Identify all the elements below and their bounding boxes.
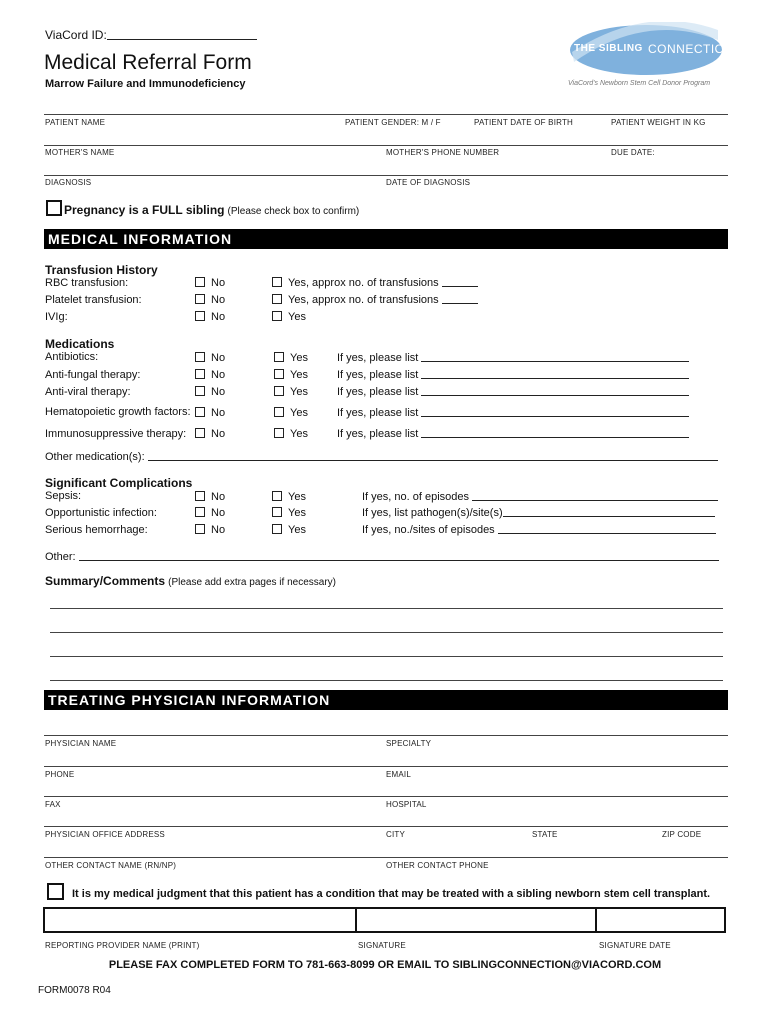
platelet-no[interactable]: No xyxy=(195,294,225,306)
signature-box xyxy=(43,907,726,933)
state-field[interactable]: STATE xyxy=(532,830,558,839)
page-subtitle: Marrow Failure and Immunodeficiency xyxy=(45,78,246,90)
hemorrhage-sites[interactable]: If yes, no./sites of episodes xyxy=(362,524,716,536)
antifungal-yes[interactable]: Yes xyxy=(274,369,308,381)
zip-field[interactable]: ZIP CODE xyxy=(662,830,702,839)
logo-text-right: CONNECTION xyxy=(648,42,734,56)
transfusion-history-title: Transfusion History xyxy=(45,263,158,277)
antiviral-yes[interactable]: Yes xyxy=(274,386,308,398)
ivig-yes[interactable]: Yes xyxy=(272,311,306,323)
viacord-id-field[interactable] xyxy=(107,27,257,40)
opportunistic-no[interactable]: No xyxy=(195,507,225,519)
other-medications-field[interactable]: Other medication(s): xyxy=(45,451,718,463)
sepsis-episodes[interactable]: If yes, no. of episodes xyxy=(362,491,718,503)
hemorrhage-no[interactable]: No xyxy=(195,524,225,536)
signature-label: SIGNATURE xyxy=(358,941,406,950)
comment-line[interactable] xyxy=(50,656,723,657)
opportunistic-yes[interactable]: Yes xyxy=(272,507,306,519)
full-sibling-label: Pregnancy is a FULL sibling (Please check box to confirm) xyxy=(64,203,360,217)
fax-instructions: PLEASE FAX COMPLETED FORM TO 781-663-8099 OR EMAIL TO SIBLINGCONNECTION@VIACORD.COM xyxy=(108,959,662,971)
comment-line[interactable] xyxy=(50,608,723,609)
patient-weight-field[interactable]: PATIENT WEIGHT IN KG xyxy=(611,118,706,127)
diagnosis-field[interactable]: DIAGNOSIS xyxy=(45,178,92,187)
medications-title: Medications xyxy=(45,337,115,351)
summary-comments-title: Summary/Comments (Please add extra pages if necessary) xyxy=(45,574,336,588)
divider xyxy=(44,826,728,827)
signature-date-input[interactable] xyxy=(597,909,724,931)
divider xyxy=(44,145,728,146)
rbc-yes[interactable]: Yes, approx no. of transfusions xyxy=(272,277,478,289)
platelet-label: Platelet transfusion: xyxy=(45,294,142,306)
mother-name-field[interactable]: MOTHER'S NAME xyxy=(45,148,115,157)
immunosuppressive-yes[interactable]: Yes xyxy=(274,428,308,440)
logo-text-left: THE SIBLING xyxy=(574,43,643,54)
divider xyxy=(44,735,728,736)
hematopoietic-list[interactable]: If yes, please list xyxy=(337,407,689,419)
hematopoietic-label: Hematopoietic growth factors: xyxy=(45,406,191,418)
provider-name-input[interactable] xyxy=(45,909,355,931)
antibiotics-label: Antibiotics: xyxy=(45,351,99,363)
physician-name-field[interactable]: PHYSICIAN NAME xyxy=(45,739,117,748)
antiviral-no[interactable]: No xyxy=(195,386,225,398)
opportunistic-pathogens[interactable]: If yes, list pathogen(s)/site(s) xyxy=(362,507,715,519)
divider xyxy=(44,766,728,767)
antiviral-list[interactable]: If yes, please list xyxy=(337,386,689,398)
signature-input[interactable] xyxy=(357,909,595,931)
sepsis-label: Sepsis: xyxy=(45,490,82,502)
patient-gender-field[interactable]: PATIENT GENDER: M / F xyxy=(345,118,441,127)
page-title: Medical Referral Form xyxy=(44,51,252,74)
sepsis-yes[interactable]: Yes xyxy=(272,491,306,503)
date-of-diagnosis-field[interactable]: DATE OF DIAGNOSIS xyxy=(386,178,471,187)
sepsis-no[interactable]: No xyxy=(195,491,225,503)
antibiotics-no[interactable]: No xyxy=(195,352,225,364)
other-contact-name-field[interactable]: OTHER CONTACT NAME (RN/NP) xyxy=(45,861,177,870)
signature-date-label: SIGNATURE DATE xyxy=(599,941,671,950)
rbc-label: RBC transfusion: xyxy=(45,277,129,289)
hematopoietic-yes[interactable]: Yes xyxy=(274,407,308,419)
antifungal-list[interactable]: If yes, please list xyxy=(337,369,689,381)
phone-field[interactable]: PHONE xyxy=(45,770,75,779)
divider xyxy=(44,114,728,115)
antifungal-label: Anti-fungal therapy: xyxy=(45,369,141,381)
form-code: FORM0078 R04 xyxy=(38,985,111,996)
logo-tagline: ViaCord's Newborn Stem Cell Donor Program xyxy=(568,80,711,87)
platelet-yes[interactable]: Yes, approx no. of transfusions xyxy=(272,294,478,306)
divider xyxy=(44,857,728,858)
immunosuppressive-list[interactable]: If yes, please list xyxy=(337,428,689,440)
sibling-connection-logo xyxy=(566,22,734,92)
other-complications-field[interactable]: Other: xyxy=(45,551,719,563)
patient-dob-field[interactable]: PATIENT DATE OF BIRTH xyxy=(474,118,574,127)
due-date-field[interactable]: DUE DATE: xyxy=(611,148,655,157)
hemorrhage-yes[interactable]: Yes xyxy=(272,524,306,536)
medical-information-bar: MEDICAL INFORMATION xyxy=(44,229,728,249)
immunosuppressive-label: Immunosuppressive therapy: xyxy=(45,428,187,440)
divider xyxy=(44,796,728,797)
patient-name-field[interactable]: PATIENT NAME xyxy=(45,118,106,127)
ivig-no[interactable]: No xyxy=(195,311,225,323)
comment-line[interactable] xyxy=(50,680,723,681)
hemorrhage-label: Serious hemorrhage: xyxy=(45,524,148,536)
ivig-label: IVIg: xyxy=(45,311,68,323)
immunosuppressive-no[interactable]: No xyxy=(195,428,225,440)
opportunistic-label: Opportunistic infection: xyxy=(45,507,157,519)
provider-name-label: REPORTING PROVIDER NAME (PRINT) xyxy=(45,941,200,950)
office-address-field[interactable]: PHYSICIAN OFFICE ADDRESS xyxy=(45,830,165,839)
city-field[interactable]: CITY xyxy=(386,830,406,839)
complications-title: Significant Complications xyxy=(45,476,193,490)
divider xyxy=(44,175,728,176)
hematopoietic-no[interactable]: No xyxy=(195,407,225,419)
email-field[interactable]: EMAIL xyxy=(386,770,412,779)
full-sibling-checkbox[interactable] xyxy=(46,200,62,216)
comment-line[interactable] xyxy=(50,632,723,633)
antibiotics-yes[interactable]: Yes xyxy=(274,352,308,364)
treating-physician-bar: TREATING PHYSICIAN INFORMATION xyxy=(44,690,728,710)
judgment-checkbox[interactable] xyxy=(47,883,64,900)
antifungal-no[interactable]: No xyxy=(195,369,225,381)
antiviral-label: Anti-viral therapy: xyxy=(45,386,131,398)
rbc-no[interactable]: No xyxy=(195,277,225,289)
hospital-field[interactable]: HOSPITAL xyxy=(386,800,427,809)
antibiotics-list[interactable]: If yes, please list xyxy=(337,352,689,364)
viacord-id-label: ViaCord ID: xyxy=(45,27,257,42)
judgment-statement: It is my medical judgment that this patient has a condition that may be treated with a sibling newborn stem cell transplant. xyxy=(72,888,711,900)
mother-phone-field[interactable]: MOTHER'S PHONE NUMBER xyxy=(386,148,500,157)
fax-field[interactable]: FAX xyxy=(45,800,61,809)
other-contact-phone-field[interactable]: OTHER CONTACT PHONE xyxy=(386,861,489,870)
specialty-field[interactable]: SPECIALTY xyxy=(386,739,432,748)
